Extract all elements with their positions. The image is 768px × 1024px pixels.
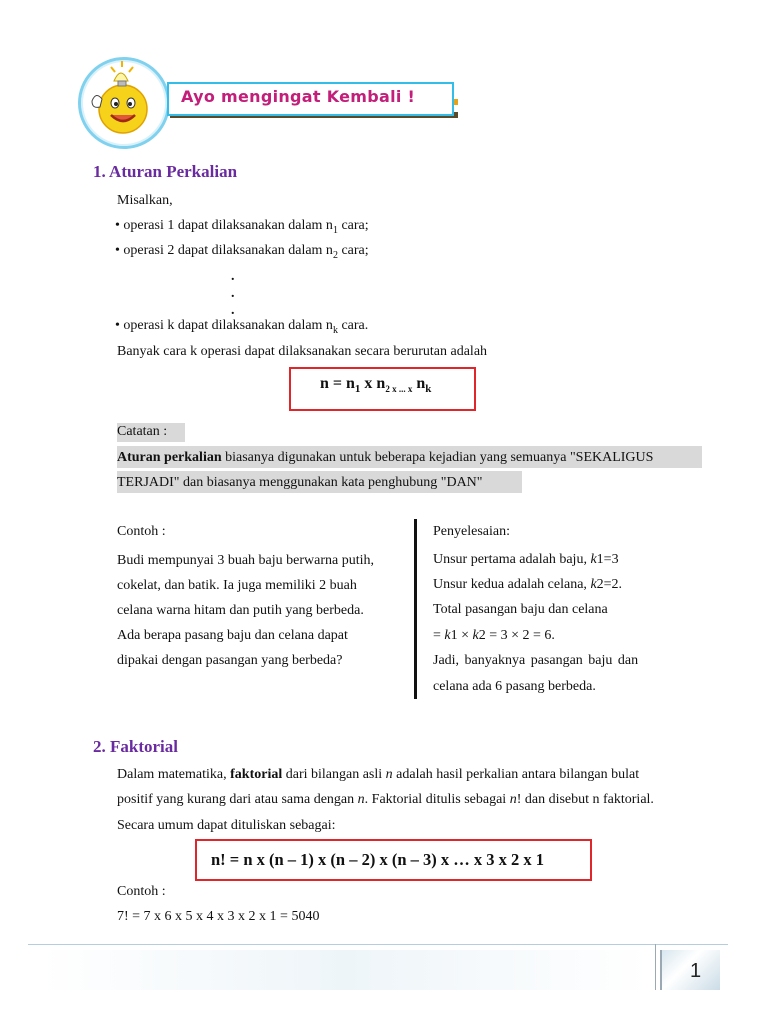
- ellipsis-dot: .: [231, 303, 235, 318]
- solution-label: Penyelesaian:: [433, 524, 510, 539]
- solution-line: celana ada 6 pasang berbeda.: [433, 679, 596, 694]
- formula-faktorial: n! = n x (n – 1) x (n – 2) x (n – 3) x … x 3 x 2 x 1: [211, 850, 544, 869]
- bullet-operasi-2: • operasi 2 dapat dilaksanakan dalam $n_2$ cara;: [115, 243, 369, 261]
- example-line: dipakai dengan pasangan yang berbeda?: [117, 653, 343, 668]
- solution-line: Unsur pertama adalah baju, k1=3: [433, 552, 619, 567]
- formula-perkalian: $n = n_1$ x $n_{2 x ... x}$ $n_k$: [320, 375, 432, 396]
- ellipsis-dot: .: [231, 286, 235, 301]
- mascot-badge: [78, 57, 170, 149]
- note-label: Catatan :: [117, 424, 168, 439]
- page-number: 1: [690, 960, 702, 982]
- solution-line: Total pasangan baju dan celana: [433, 602, 608, 617]
- section-heading-aturan-perkalian: 1. Aturan Perkalian: [93, 162, 238, 181]
- faktorial-paragraph-line: Secara umum dapat dituliskan sebagai:: [117, 818, 336, 833]
- faktorial-example: 7! = 7 x 6 x 5 x 4 x 3 x 2 x 1 = 5040: [117, 909, 320, 924]
- summary-text: Banyak cara k operasi dapat dilaksanakan secara berurutan adalah: [117, 344, 488, 359]
- section-heading-faktorial: 2. Faktorial: [93, 737, 178, 756]
- intro-text: Misalkan,: [117, 193, 173, 208]
- bullet-operasi-k: • operasi k dapat dilaksanakan dalam $n_k$ cara.: [115, 318, 369, 336]
- column-divider: [414, 519, 417, 699]
- ellipsis-dot: .: [231, 269, 235, 284]
- footer-divider: [655, 944, 656, 990]
- example-line: Budi mempunyai 3 buah baju berwarna putih,: [117, 553, 374, 568]
- example-label: Contoh :: [117, 524, 166, 539]
- solution-line: Unsur kedua adalah celana, k2=2.: [433, 577, 623, 592]
- bullet-operasi-1: • operasi 1 dapat dilaksanakan dalam $n_1$ cara;: [115, 218, 369, 236]
- example-line: celana warna hitam dan putih yang berbeda.: [117, 603, 364, 618]
- solution-line: Jadi, banyaknya pasangan baju dan: [433, 653, 639, 668]
- lightbulb-smiley-icon: [78, 57, 164, 143]
- note-line-1: Aturan perkalian biasanya digunakan untuk beberapa kejadian yang semuanya "SEKALIGUS: [117, 450, 654, 465]
- footer-rule: [28, 944, 728, 945]
- faktorial-paragraph-line: Dalam matematika, faktorial dari bilangan asli n adalah hasil perkalian antara bilangan bulat: [117, 767, 640, 782]
- note-line-2: TERJADI" dan biasanya menggunakan kata penghubung "DAN": [117, 475, 483, 490]
- example-line: cokelat, dan batik. Ia juga memiliki 2 buah: [117, 578, 357, 593]
- page-title: Ayo mengingat Kembali !: [181, 87, 416, 106]
- faktorial-paragraph-line: positif yang kurang dari atau sama dengan n. Faktorial ditulis sebagai n! dan disebut n faktorial.: [117, 792, 654, 807]
- footer-decoration: [40, 950, 650, 990]
- faktorial-example-label: Contoh :: [117, 884, 166, 899]
- solution-line: = k1 × k2 = 3 × 2 = 6.: [433, 628, 555, 643]
- example-line: Ada berapa pasang baju dan celana dapat: [117, 628, 348, 643]
